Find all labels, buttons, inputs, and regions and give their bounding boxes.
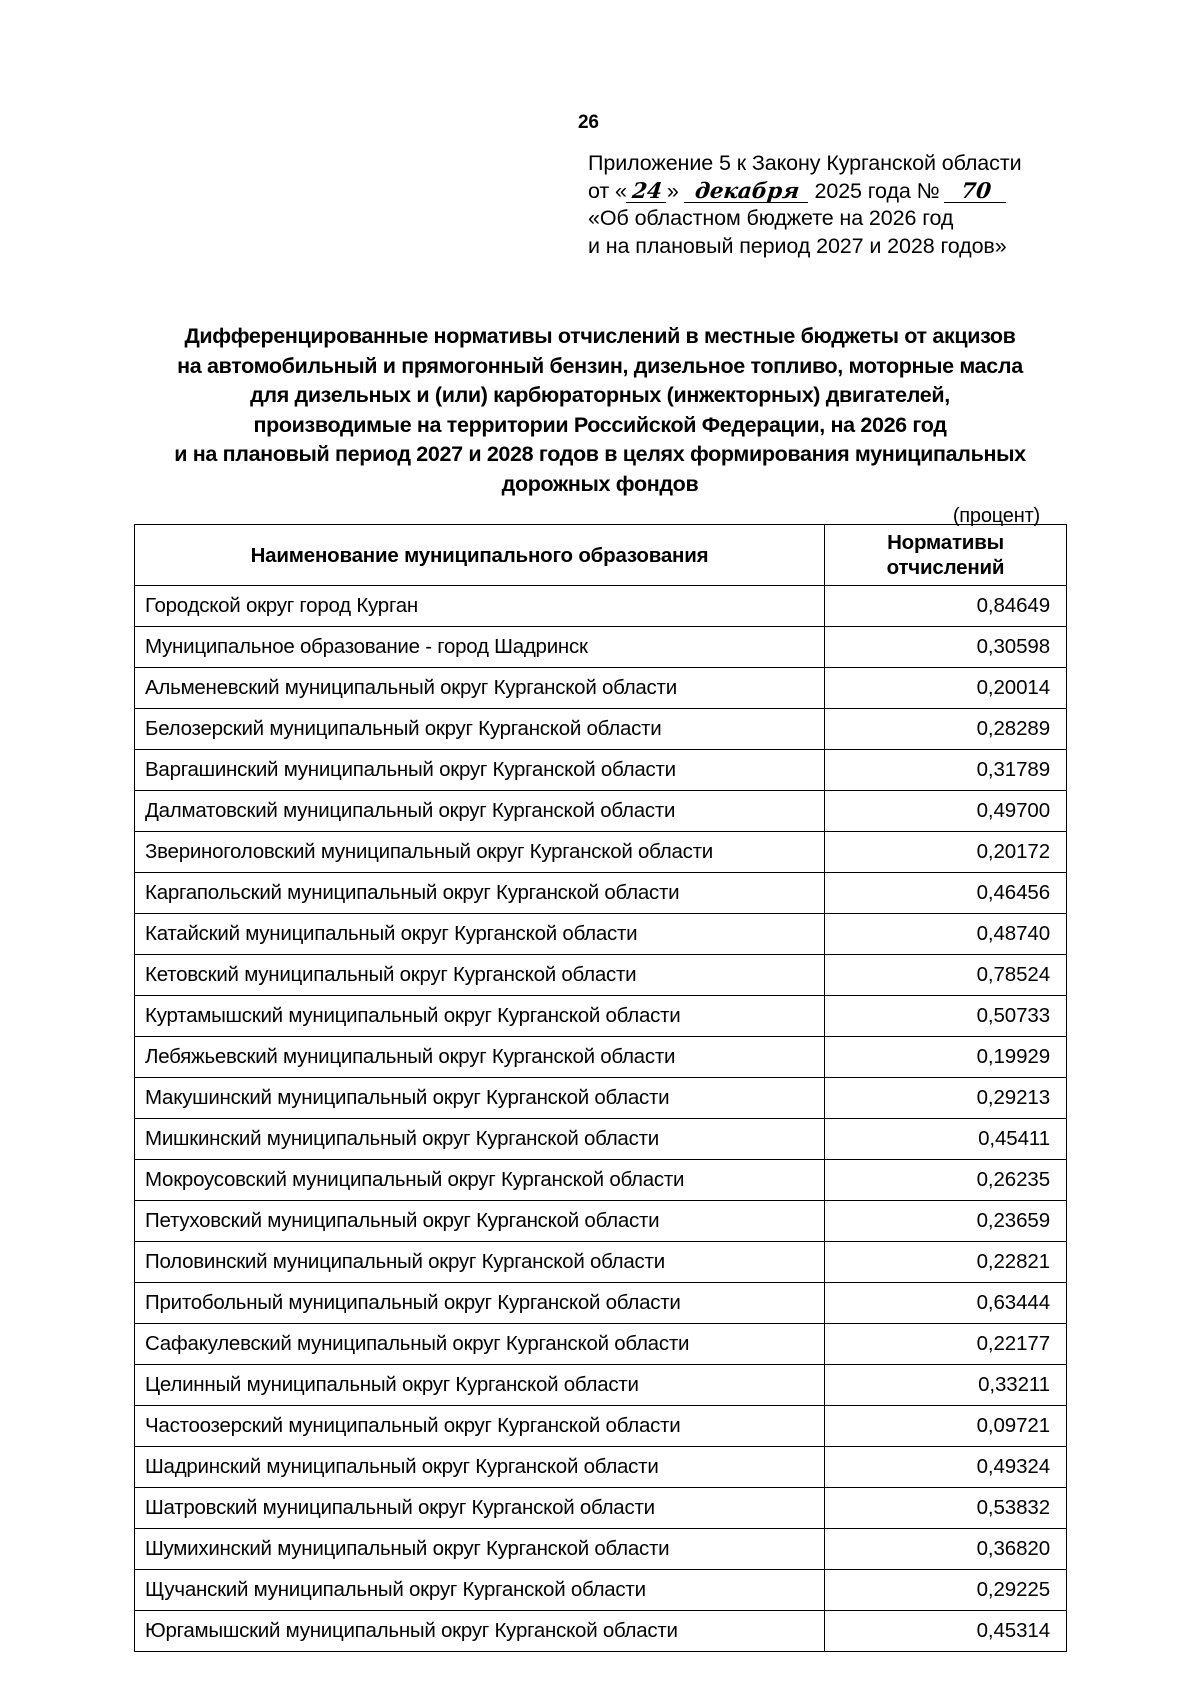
deduction-rate-value: 0,23659 [825,1201,1067,1242]
title-line-1: Дифференцированные нормативы отчислений в местные бюджеты от акцизов [184,324,1016,348]
table-header-row [135,525,1067,586]
table-row [135,1283,1067,1324]
table-row [135,1447,1067,1488]
municipality-name: Мишкинский муниципальный округ Курганской области [135,1119,825,1160]
deduction-rate-value: 0,20172 [825,832,1067,873]
table-row [135,791,1067,832]
table-row [135,914,1067,955]
table-row [135,955,1067,996]
table-row [135,1488,1067,1529]
norms-table [134,524,1067,1652]
appendix-date-prefix: от « [588,178,627,203]
table-row [135,586,1067,627]
municipality-name: Макушинский муниципальный округ Курганской области [135,1078,825,1119]
deduction-rate-value: 0,63444 [825,1283,1067,1324]
table-row [135,1611,1067,1652]
table-row [135,1119,1067,1160]
norms-table-container [134,524,1066,1652]
deduction-rate-value: 0,22177 [825,1324,1067,1365]
column-header-value-line2: отчислений [886,556,1005,579]
deduction-rate-value: 0,33211 [825,1365,1067,1406]
table-row [135,1365,1067,1406]
table-row [135,996,1067,1037]
column-header-value-line1: Нормативы [887,531,1004,554]
title-line-4: производимые на территории Российской Федерации, на 2026 год [253,412,947,437]
deduction-rate-value: 0,29225 [825,1570,1067,1611]
handwritten-month: декабря [684,182,810,203]
handwritten-law-number: 70 [944,182,1008,203]
appendix-line-2 [588,178,1078,206]
appendix-line-1: Приложение 5 к Закону Курганской области [588,151,1022,175]
deduction-rate-value: 0,49700 [825,791,1067,832]
municipality-name: Шадринский муниципальный округ Курганской области [135,1447,825,1488]
deduction-rate-value: 0,46456 [825,873,1067,914]
deduction-rate-value: 0,53832 [825,1488,1067,1529]
table-body [135,586,1067,1652]
municipality-name: Катайский муниципальный округ Курганской области [135,914,825,955]
deduction-rate-value: 0,36820 [825,1529,1067,1570]
table-row [135,1160,1067,1201]
municipality-name: Городской округ город Курган [135,586,825,627]
deduction-rate-value: 0,49324 [825,1447,1067,1488]
municipality-name: Половинский муниципальный округ Курганской области [135,1242,825,1283]
appendix-date-mid: » [666,178,679,203]
appendix-line-3: «Об областном бюджете на 2026 год [588,206,954,230]
deduction-rate-value: 0,26235 [825,1160,1067,1201]
column-header-value [825,525,1067,586]
municipality-name: Далматовский муниципальный округ Курганской области [135,791,825,832]
column-header-name: Наименование муниципального образования [135,525,825,586]
municipality-name: Варгашинский муниципальный округ Курганской области [135,750,825,791]
municipality-name: Петуховский муниципальный округ Курганской области [135,1201,825,1242]
municipality-name: Белозерский муниципальный округ Курганской области [135,709,825,750]
table-row [135,1406,1067,1447]
municipality-name: Целинный муниципальный округ Курганской области [135,1365,825,1406]
appendix-line-4: и на плановый период 2027 и 2028 годов» [588,233,1007,258]
table-row [135,668,1067,709]
unit-label: (процент) [952,505,1040,527]
appendix-year-text: 2025 года № [814,178,940,203]
municipality-name: Шатровский муниципальный округ Курганской области [135,1488,825,1529]
handwritten-day: 24 [626,182,668,203]
title-line-3: для дизельных и (или) карбюраторных (инжекторных) двигателей, [250,383,950,407]
deduction-rate-value: 0,84649 [825,586,1067,627]
title-line-2: на автомобильный и прямогонный бензин, дизельное топливо, моторные масла [177,353,1023,378]
table-row [135,1201,1067,1242]
appendix-reference-block [588,150,1078,260]
table-row [135,627,1067,668]
table-row [135,832,1067,873]
municipality-name: Сафакулевский муниципальный округ Курганской области [135,1324,825,1365]
municipality-name: Лебяжьевский муниципальный округ Курганской области [135,1037,825,1078]
deduction-rate-value: 0,20014 [825,668,1067,709]
page-title [120,322,1080,499]
table-row [135,1529,1067,1570]
municipality-name: Притобольный муниципальный округ Курганской области [135,1283,825,1324]
deduction-rate-value: 0,45314 [825,1611,1067,1652]
municipality-name: Куртамышский муниципальный округ Курганской области [135,996,825,1037]
title-line-5: и на плановый период 2027 и 2028 годов в целях формирования муниципальных [174,442,1026,466]
table-row [135,1037,1067,1078]
page-number: 26 [578,112,599,133]
table-row [135,873,1067,914]
table-row [135,1570,1067,1611]
table-row [135,1324,1067,1365]
deduction-rate-value: 0,31789 [825,750,1067,791]
municipality-name: Каргапольский муниципальный округ Курганской области [135,873,825,914]
deduction-rate-value: 0,45411 [825,1119,1067,1160]
municipality-name: Юргамышский муниципальный округ Курганской области [135,1611,825,1652]
deduction-rate-value: 0,28289 [825,709,1067,750]
table-row [135,1242,1067,1283]
municipality-name: Щучанский муниципальный округ Курганской области [135,1570,825,1611]
municipality-name: Шумихинский муниципальный округ Курганской области [135,1529,825,1570]
municipality-name: Звериноголовский муниципальный округ Курганской области [135,832,825,873]
deduction-rate-value: 0,30598 [825,627,1067,668]
municipality-name: Частоозерский муниципальный округ Курганской области [135,1406,825,1447]
municipality-name: Кетовский муниципальный округ Курганской области [135,955,825,996]
deduction-rate-value: 0,29213 [825,1078,1067,1119]
deduction-rate-value: 0,48740 [825,914,1067,955]
deduction-rate-value: 0,09721 [825,1406,1067,1447]
municipality-name: Муниципальное образование - город Шадринск [135,627,825,668]
deduction-rate-value: 0,22821 [825,1242,1067,1283]
table-row [135,750,1067,791]
title-line-6: дорожных фондов [501,471,699,496]
municipality-name: Мокроусовский муниципальный округ Курганской области [135,1160,825,1201]
deduction-rate-value: 0,19929 [825,1037,1067,1078]
table-row [135,709,1067,750]
table-header [135,525,1067,586]
deduction-rate-value: 0,78524 [825,955,1067,996]
table-row [135,1078,1067,1119]
municipality-name: Альменевский муниципальный округ Курганской области [135,668,825,709]
deduction-rate-value: 0,50733 [825,996,1067,1037]
